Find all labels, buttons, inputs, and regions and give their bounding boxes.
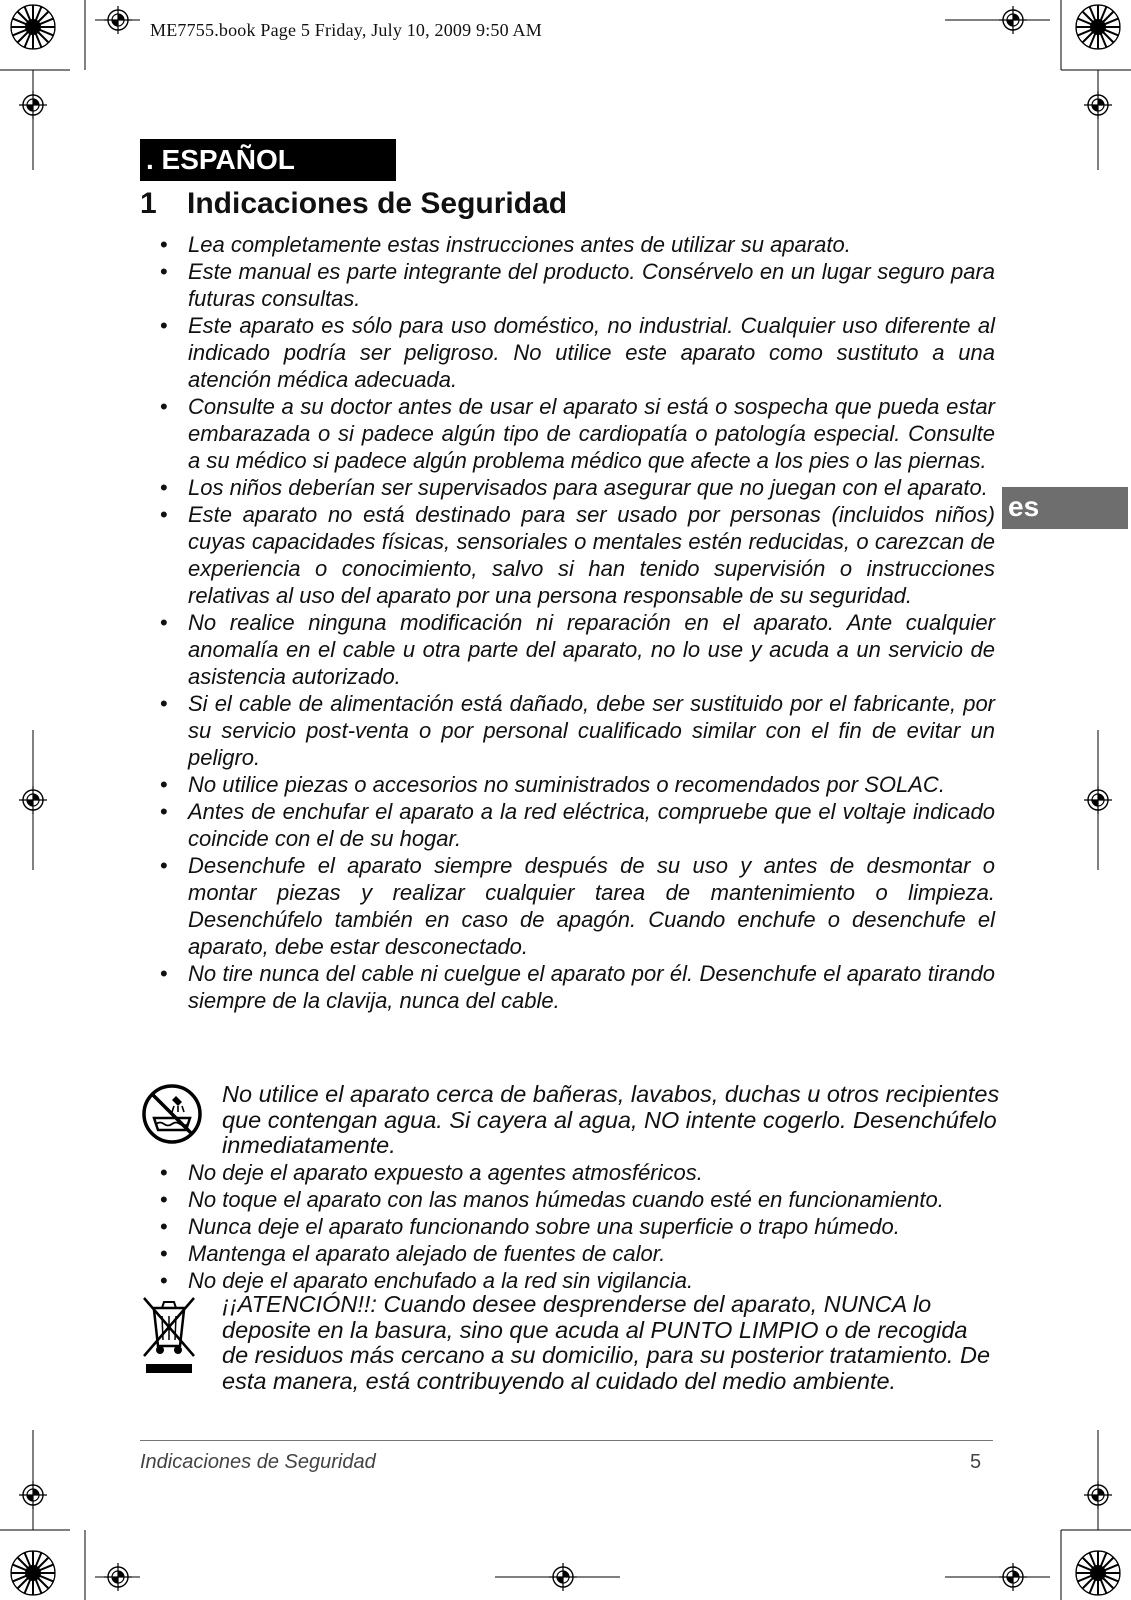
list-item: • Nunca deje el aparato funcionando sobre una superficie o trapo húmedo. [160, 1213, 995, 1240]
list-item: • No deje el aparato enchufado a la red sin vigilancia. [160, 1267, 995, 1294]
print-header: ME7755.book Page 5 Friday, July 10, 2009 9:50 AM [150, 20, 542, 40]
list-item: • No toque el aparato con las manos húmedas cuando esté en funcionamiento. [160, 1186, 995, 1213]
language-side-tab: es [1002, 487, 1128, 529]
list-item: • Este manual es parte integrante del producto. Consérvelo en un lugar seguro para futuras consultas. [160, 258, 995, 312]
language-banner: . ESPAÑOL [140, 139, 396, 181]
page-number: 5 [970, 1451, 982, 1473]
list-item: • No utilice piezas o accesorios no suministrados o recomendados por SOLAC. [160, 771, 995, 798]
footer-divider [140, 1440, 993, 1441]
list-item: • Los niños deberían ser supervisados para asegurar que no juegan con el aparato. [160, 474, 995, 501]
list-item: • Si el cable de alimentación está dañado, debe ser sustituido por el fabricante, por su servicio post-venta o por personal cualificado similar con el fin de evitar un peligro. [160, 690, 995, 771]
no-water-bath-icon [140, 1082, 204, 1146]
list-item: • No realice ninguna modificación ni reparación en el aparato. Ante cualquier anomalía en el cable u otra parte del aparato, no lo use y acuda a un servicio de asistencia autorizado. [160, 609, 995, 690]
section-number: 1 [140, 187, 157, 220]
list-item: • Lea completamente estas instrucciones antes de utilizar su aparato. [160, 231, 995, 258]
list-item: • Antes de enchufar el aparato a la red eléctrica, compruebe que el voltaje indicado coincide con el de su hogar. [160, 798, 995, 852]
safety-list-1 [160, 231, 995, 1014]
crossed-out-wheelie-bin-icon [140, 1292, 198, 1376]
list-item: • Este aparato no está destinado para ser usado por personas (incluidos niños) cuyas capacidades físicas, sensoriales o mentales estén reducidas, o carezcan de experiencia o conocimiento, salvo si han tenido supervisión o instrucciones relativas al uso del aparato por una persona responsable de su seguridad. [160, 501, 995, 609]
water-warning-text: No utilice el aparato cerca de bañeras, lavabos, duchas u otros recipientes que contengan agua. Si cayera al agua, NO intente cogerlo. Desenchúfelo inmediatamente. [222, 1081, 1000, 1158]
section-title [140, 187, 567, 221]
list-item: • Consulte a su doctor antes de usar el aparato si está o sospecha que pueda estar embarazada o si padece algún tipo de cardiopatía o patología especial. Consulte a su médico si padece algún problema médico que afecte a los pies o las piernas. [160, 393, 995, 474]
recycle-warning-text: ¡¡ATENCIÓN!!: Cuando desee desprenderse del aparato, NUNCA lo deposite en la basura, sino que acuda al PUNTO LIMPIO o de recogida de residuos más cercano a su domicilio, para su posterior tratamiento. De esta manera, está contribuyendo al cuidado del medio ambiente. [222, 1291, 991, 1394]
safety-list-2 [160, 1159, 995, 1294]
list-item: • Este aparato es sólo para uso doméstico, no industrial. Cualquier uso diferente al indicado podría ser peligroso. No utilice este aparato como sustituto a una atención médica adecuada. [160, 312, 995, 393]
list-item: • No deje el aparato expuesto a agentes atmosféricos. [160, 1159, 995, 1186]
list-item: • Mantenga el aparato alejado de fuentes de calor. [160, 1240, 995, 1267]
footer-title: Indicaciones de Seguridad [140, 1451, 376, 1473]
list-item: • No tire nunca del cable ni cuelgue el aparato por él. Desenchufe el aparato tirando siempre de la clavija, nunca del cable. [160, 960, 995, 1014]
section-title-text: Indicaciones de Seguridad [187, 187, 568, 220]
list-item: • Desenchufe el aparato siempre después de su uso y antes de desmontar o montar piezas y realizar cualquier tarea de mantenimiento o limpieza. Desenchúfelo también en caso de apagón. Cuando enchufe o desenchufe el aparato, debe estar desconectado. [160, 852, 995, 960]
